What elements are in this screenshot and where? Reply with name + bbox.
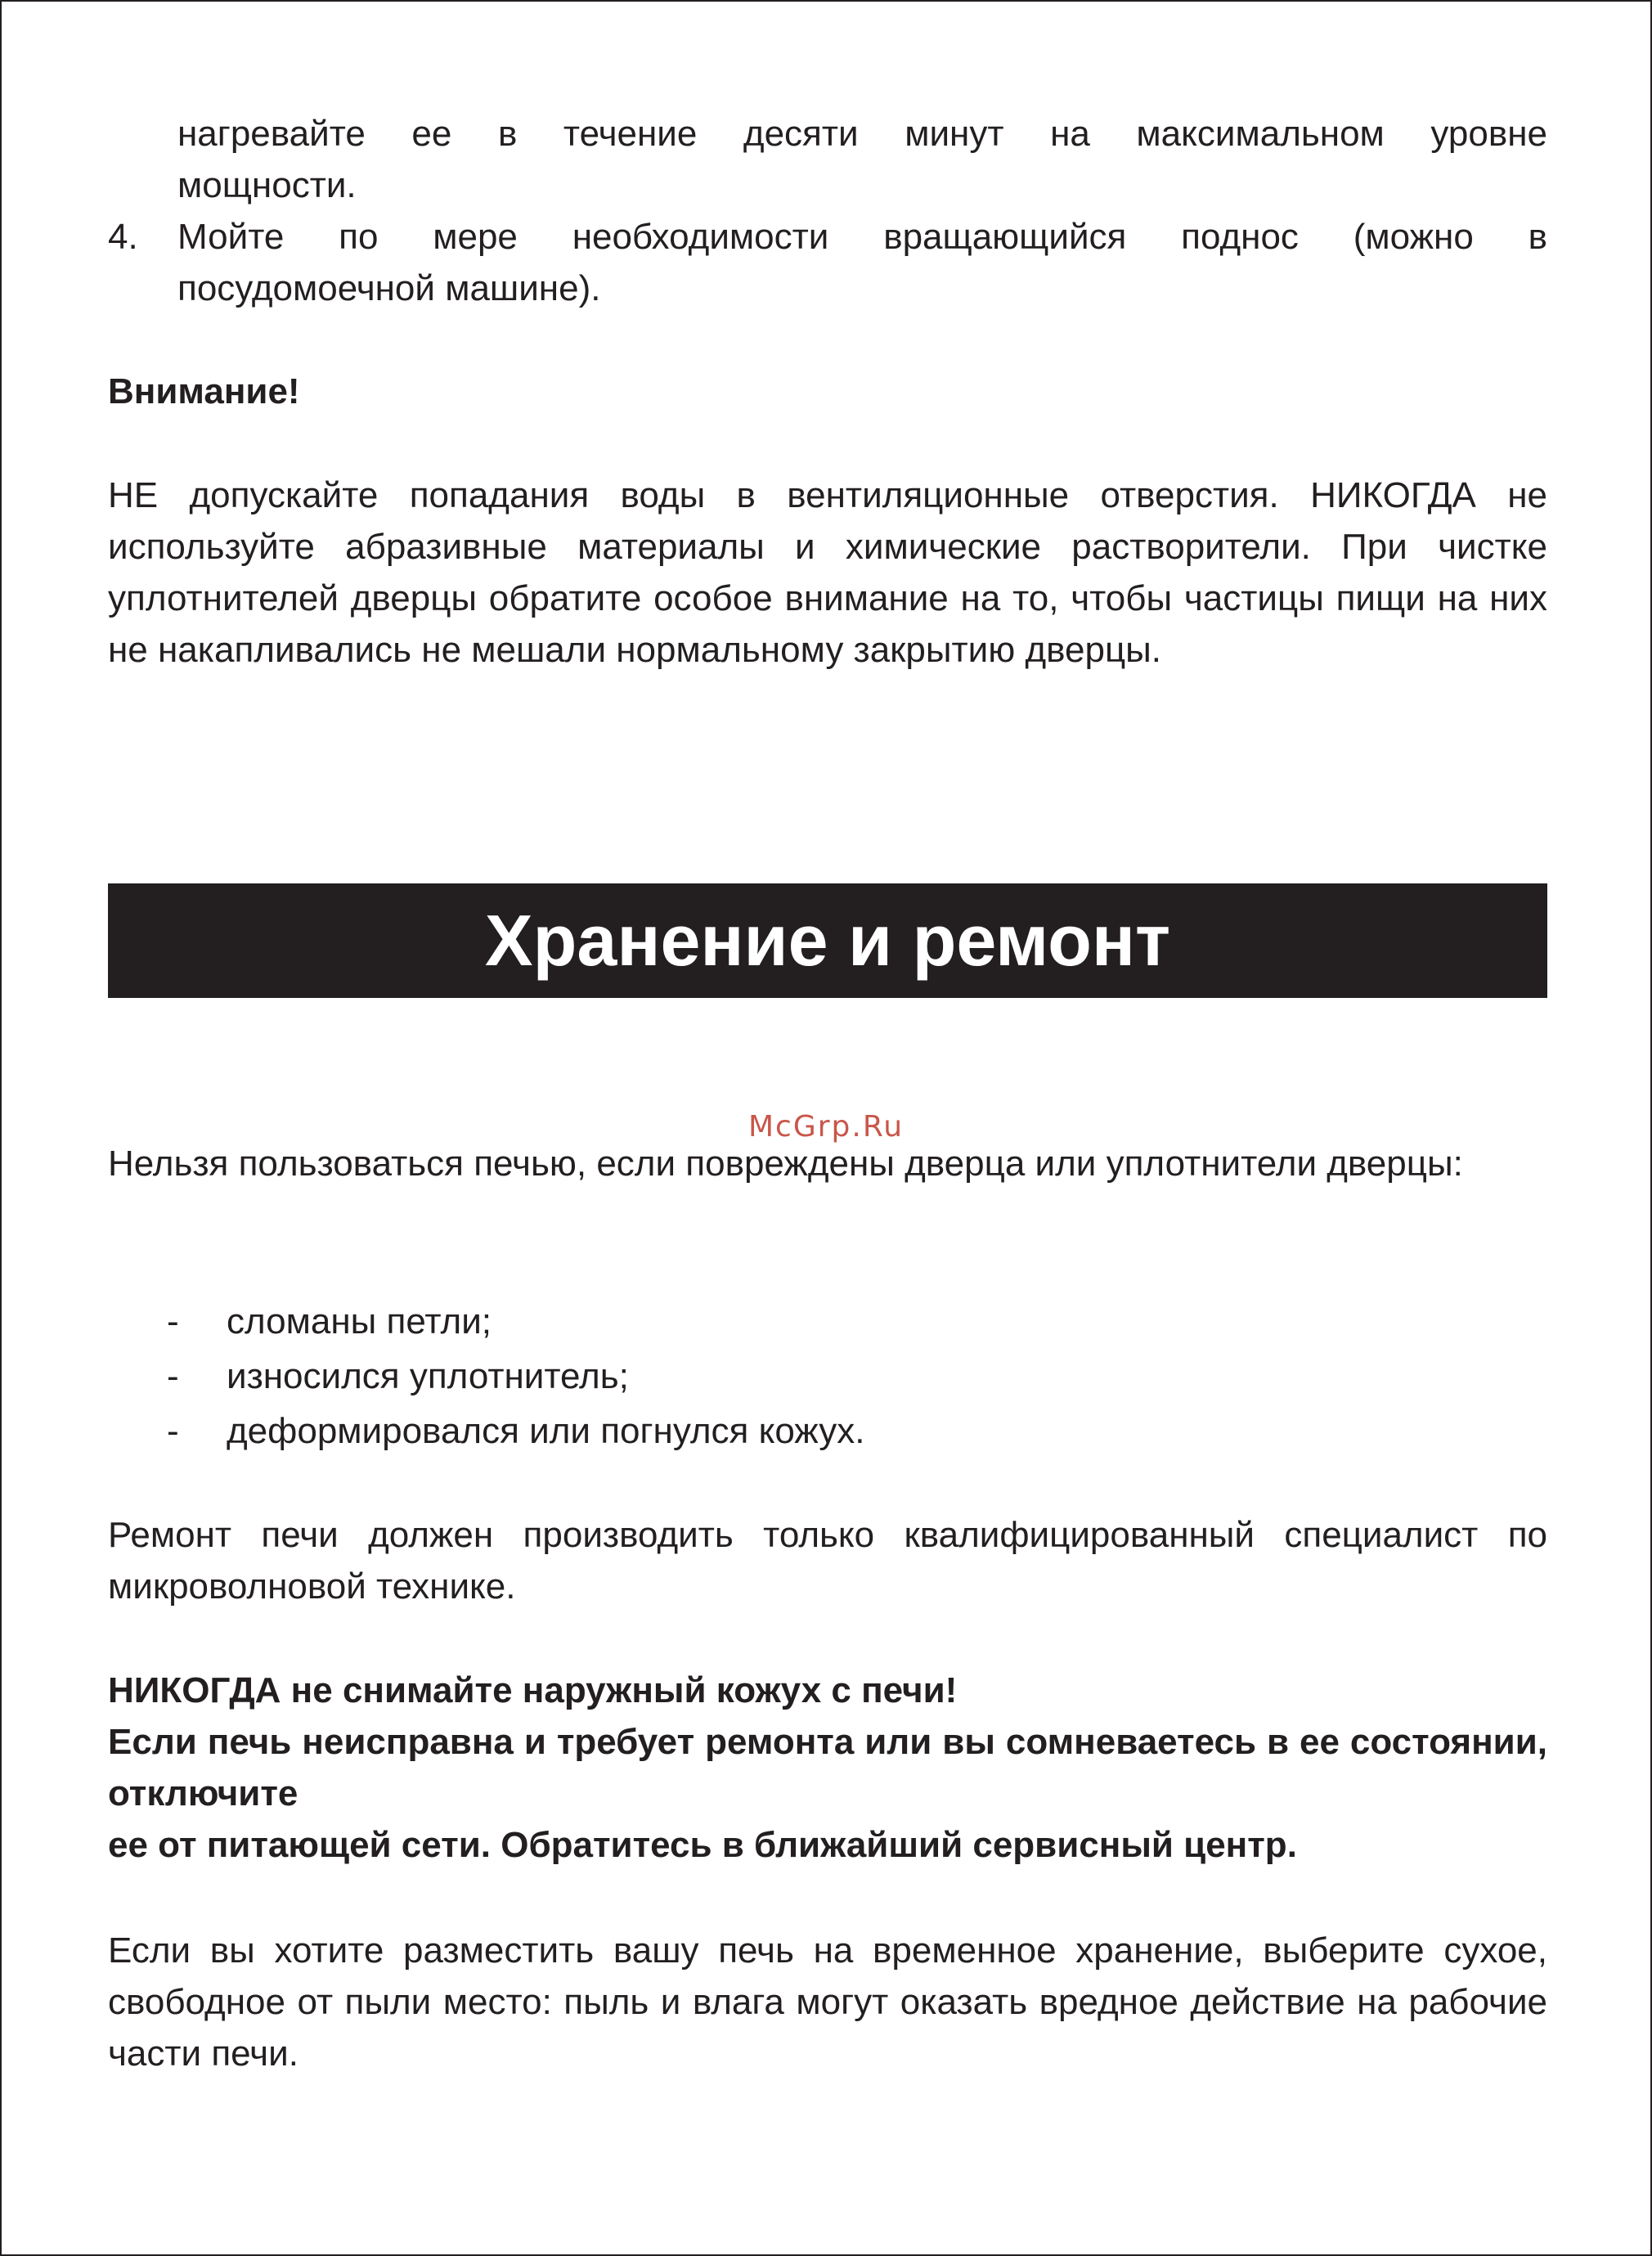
list-item-4 [108,211,1547,314]
warning-heading: Внимание! [108,371,300,411]
list-item-text-line: нагревайте ее в течение десяти минут на максимальном уровне [177,114,1547,154]
list-dash: - [167,1411,179,1451]
damage-list-container [108,1296,1547,1460]
list-dash: - [167,1301,179,1341]
bold-warning-line: НИКОГДА не снимайте наружный кожух с печи! [108,1670,958,1710]
damage-intro-text: Нельзя пользоваться печью, если повреждены дверца или уплотнители дверцы: [108,1144,1463,1184]
list-item-text-line: посудомоечной машине). [177,268,601,308]
section-banner [108,883,1547,998]
intro-list [108,108,1547,314]
repair-text: Ремонт печи должен производить только квалифицированный специалист по микроволновой технике. [108,1515,1547,1607]
list-item-text: износился уплотнитель; [227,1356,629,1396]
storage-text: Если вы хотите разместить вашу печь на временное хранение, выберите сухое, свободное от пыли место: пыль и влага могут оказать вредное действие на рабочие части печи. [108,1930,1547,2074]
list-item-3-continuation [108,108,1547,211]
list-item [108,1350,1547,1405]
storage-paragraph [108,1925,1547,2079]
bold-warning-line: ее от питающей сети. Обратитесь в ближайший сервисный центр. [108,1825,1297,1865]
list-item-text: сломаны петли; [227,1301,492,1341]
list-item-number: 4. [108,217,138,257]
damage-list [108,1296,1547,1460]
list-item [108,1296,1547,1350]
bold-warning-line: Если печь неисправна и требует ремонта или вы сомневаетесь в ее состоянии, отключите [108,1722,1547,1813]
warning-text: НЕ допускайте попадания воды в вентиляционные отверстия. НИКОГДА не используйте абразивные материалы и химические растворители. При чистке уплотнителей дверцы обратите особое внимание на то, чтобы частицы пищи на них не накапливались не мешали нормальному закрытию дверцы. [108,475,1547,670]
list-dash: - [167,1356,179,1396]
list-item-text: деформировался или погнулся кожух. [227,1411,865,1451]
list-item-text-line: мощности. [177,165,357,205]
list-item [108,1405,1547,1460]
list-item-text-line: Мойте по мере необходимости вращающийся поднос (можно в [177,217,1547,257]
watermark: McGrp.Ru [747,1110,905,1144]
repair-paragraph [108,1509,1547,1612]
warning-paragraph [108,470,1547,676]
section-title: Хранение и ремонт [484,900,1171,981]
damage-intro-paragraph [108,1138,1547,1189]
bold-warning-block [108,1665,1547,1871]
